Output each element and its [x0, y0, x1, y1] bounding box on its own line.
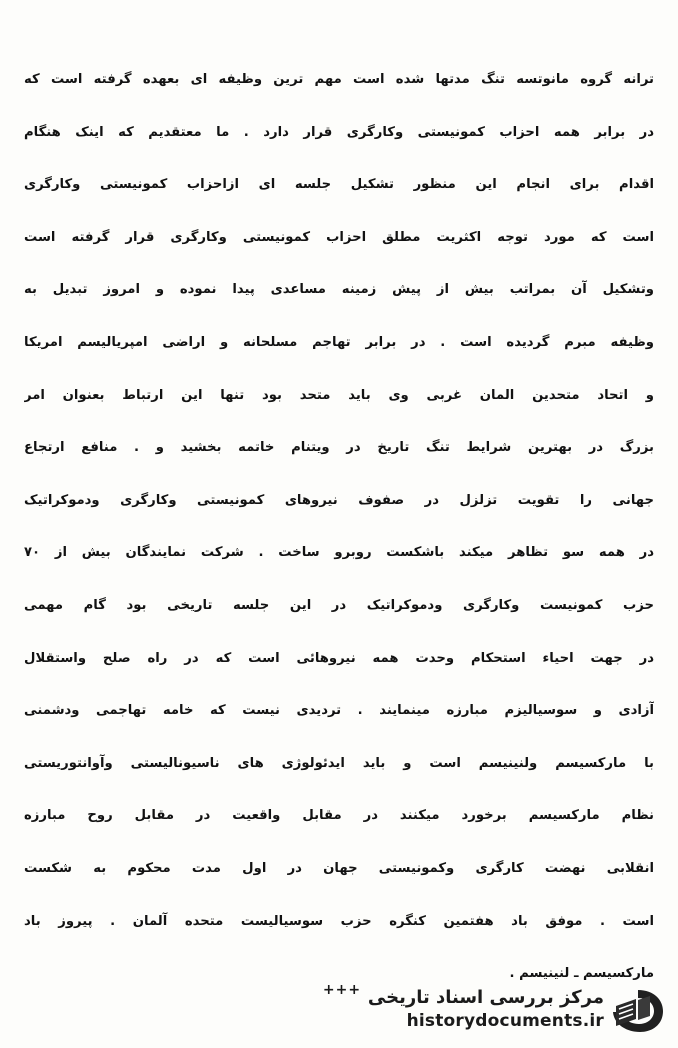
- text-line: انقلابی نهضت کارگری وکمونیستی جهان در اول مدت محکوم به شکست: [24, 860, 654, 876]
- text-line: ترانه گروه مانوتسه تنگ مدتها شده است مهم ترین وظیفه ای بعهده گرفته است که: [24, 72, 654, 87]
- text-line: وظیفه مبرم گردیده است . در برابر تهاجم مسلحانه و اراضی امپریالیسم امریکا: [24, 334, 654, 350]
- watermark-title: مرکز بررسی اسناد تاریخی: [367, 987, 604, 1008]
- text-line: و اتحاد متحدین المان غربی وی باید متحد بود تنها این ارتباط بعنوان امر: [24, 387, 654, 403]
- watermark-url: historydocuments.ir: [406, 1011, 604, 1031]
- book-pages-logo-icon: [610, 984, 666, 1036]
- text-line: جهانی را تقویت تزلزل در صفوف نیروهای کمونیستی وکارگری ودموکراتیک: [24, 492, 654, 508]
- text-line: است که مورد توجه اکثریت مطلق احزاب کمونیستی وکارگری قرار گرفته است: [24, 229, 654, 245]
- text-line: در جهت احیاء استحکام وحدت همه نیروهائی است که در راه صلح واستقلال: [24, 650, 654, 666]
- text-line: نظام مارکسیسم برخورد میکنند در مقابل واقعیت در مقابل روح مبارزه: [24, 808, 654, 824]
- document-body: [24, 54, 654, 1001]
- text-line-final: مارکسیسم ـ لنینیسم .: [509, 966, 654, 982]
- archive-watermark: [367, 982, 670, 1038]
- text-line: در همه سو تظاهر میکند باشکست روبرو ساخت . شرکت نمایندگان بیش از ۷۰: [24, 545, 654, 561]
- text-line: بزرگ در بهترین شرایط تنگ تاریخ در ویتنام خاتمه بخشید و . منافع ارتجاع: [24, 440, 654, 456]
- section-separator: +++: [322, 982, 362, 998]
- text-line: حزب کمونیست وکارگری ودموکراتیک در این جلسه تاریخی بود گام مهمی: [24, 597, 654, 613]
- text-line: با مارکسیسم ولنینیسم است و باید ایدئولوژی های ناسیونالیستی وآوانتوریستی: [24, 755, 654, 771]
- text-line: اقدام برای انجام این منظور تشکیل جلسه ای ازاحزاب کمونیستی وکارگری: [24, 177, 654, 193]
- text-line: در برابر همه احزاب کمونیستی وکارگری قرار دارد . ما معتقدیم که اینک هنگام: [24, 124, 654, 140]
- text-line: وتشکیل آن بمراتب بیش از پیش زمینه مساعدی پیدا نموده و امروز تبدیل به: [24, 282, 654, 298]
- text-line: آزادی و سوسیالیزم مبارزه مینمایند . تردیدی نیست که خامه تهاجمی ودشمنی: [24, 703, 654, 719]
- text-line: است . موفق باد هفتمین کنگره حزب سوسیالیست متحده آلمان . پیروز باد: [24, 913, 654, 929]
